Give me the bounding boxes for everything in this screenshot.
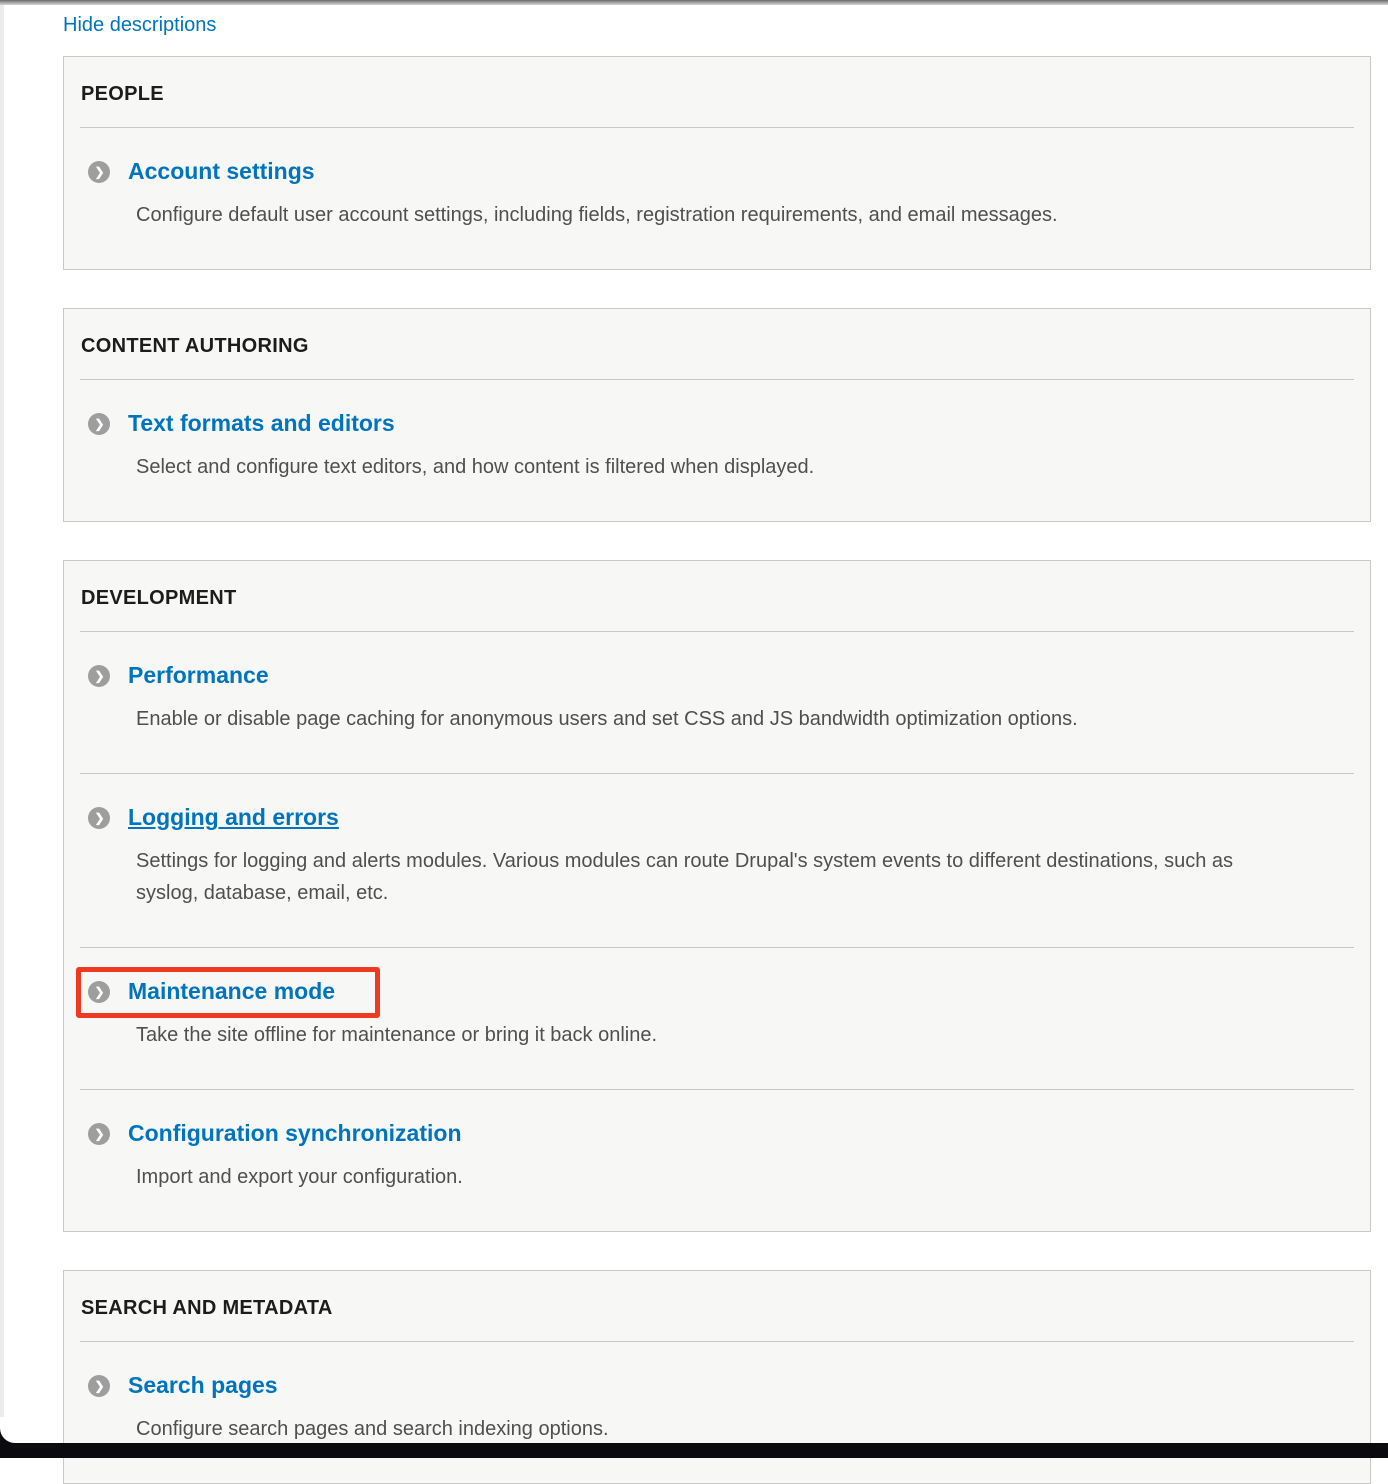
panel-title: SEARCH AND METADATA xyxy=(81,1297,333,1319)
item-link-text-formats-and-editors[interactable]: Text formats and editors xyxy=(128,410,395,436)
chevron-right-icon: ❯ xyxy=(88,665,110,687)
item-title-row xyxy=(80,662,269,689)
item-description: Settings for logging and alerts modules. Various modules can route Drupal's system events to different destinations, such as syslog, database, email, etc. xyxy=(136,850,1234,904)
item-title-row xyxy=(80,410,395,437)
chevron-right-icon: ❯ xyxy=(88,1123,110,1145)
item-link-configuration-synchronization[interactable]: Configuration synchronization xyxy=(128,1120,462,1146)
item-title-row xyxy=(80,1120,462,1147)
item-link-logging-and-errors[interactable]: Logging and errors xyxy=(128,804,339,830)
window-bottom-edge xyxy=(0,1443,1388,1458)
config-item xyxy=(80,1342,1354,1483)
panel-development xyxy=(63,560,1371,1232)
panel-people xyxy=(63,56,1371,270)
item-description: Select and configure text editors, and how content is filtered when displayed. xyxy=(136,456,815,478)
config-item xyxy=(80,632,1354,773)
panel-content-authoring xyxy=(63,308,1371,522)
window-left-edge xyxy=(0,5,4,1443)
item-title-row xyxy=(80,158,315,185)
item-link-account-settings[interactable]: Account settings xyxy=(128,158,315,184)
chevron-right-icon: ❯ xyxy=(88,981,110,1003)
item-link-maintenance-mode[interactable]: Maintenance mode xyxy=(128,978,336,1004)
config-item xyxy=(80,948,1354,1089)
config-item xyxy=(80,128,1354,269)
item-title-row xyxy=(80,1372,278,1399)
window-bottom-left-corner xyxy=(0,1417,26,1443)
item-link-search-pages[interactable]: Search pages xyxy=(128,1372,278,1398)
chevron-right-icon: ❯ xyxy=(88,413,110,435)
config-item xyxy=(80,774,1354,947)
config-item xyxy=(80,1090,1354,1231)
item-link-performance[interactable]: Performance xyxy=(128,662,269,688)
admin-config-page xyxy=(63,5,1371,1484)
item-title-row xyxy=(80,804,339,831)
panel-title: PEOPLE xyxy=(81,83,164,105)
item-description: Import and export your configuration. xyxy=(136,1166,463,1188)
chevron-right-icon: ❯ xyxy=(88,161,110,183)
item-description: Configure default user account settings, including fields, registration requirements, and email messages. xyxy=(136,204,1058,226)
annotation-highlight-box xyxy=(76,967,380,1018)
chevron-right-icon: ❯ xyxy=(88,1375,110,1397)
hide-descriptions-link[interactable]: Hide descriptions xyxy=(63,14,217,36)
panel-title: CONTENT AUTHORING xyxy=(81,335,309,357)
chevron-right-icon: ❯ xyxy=(88,807,110,829)
item-description: Take the site offline for maintenance or bring it back online. xyxy=(136,1024,658,1046)
config-item xyxy=(80,380,1354,521)
item-description: Enable or disable page caching for anonymous users and set CSS and JS bandwidth optimization options. xyxy=(136,708,1078,730)
panels-container xyxy=(63,56,1371,1484)
item-description: Configure search pages and search indexing options. xyxy=(136,1418,609,1440)
panel-title: DEVELOPMENT xyxy=(81,587,237,609)
